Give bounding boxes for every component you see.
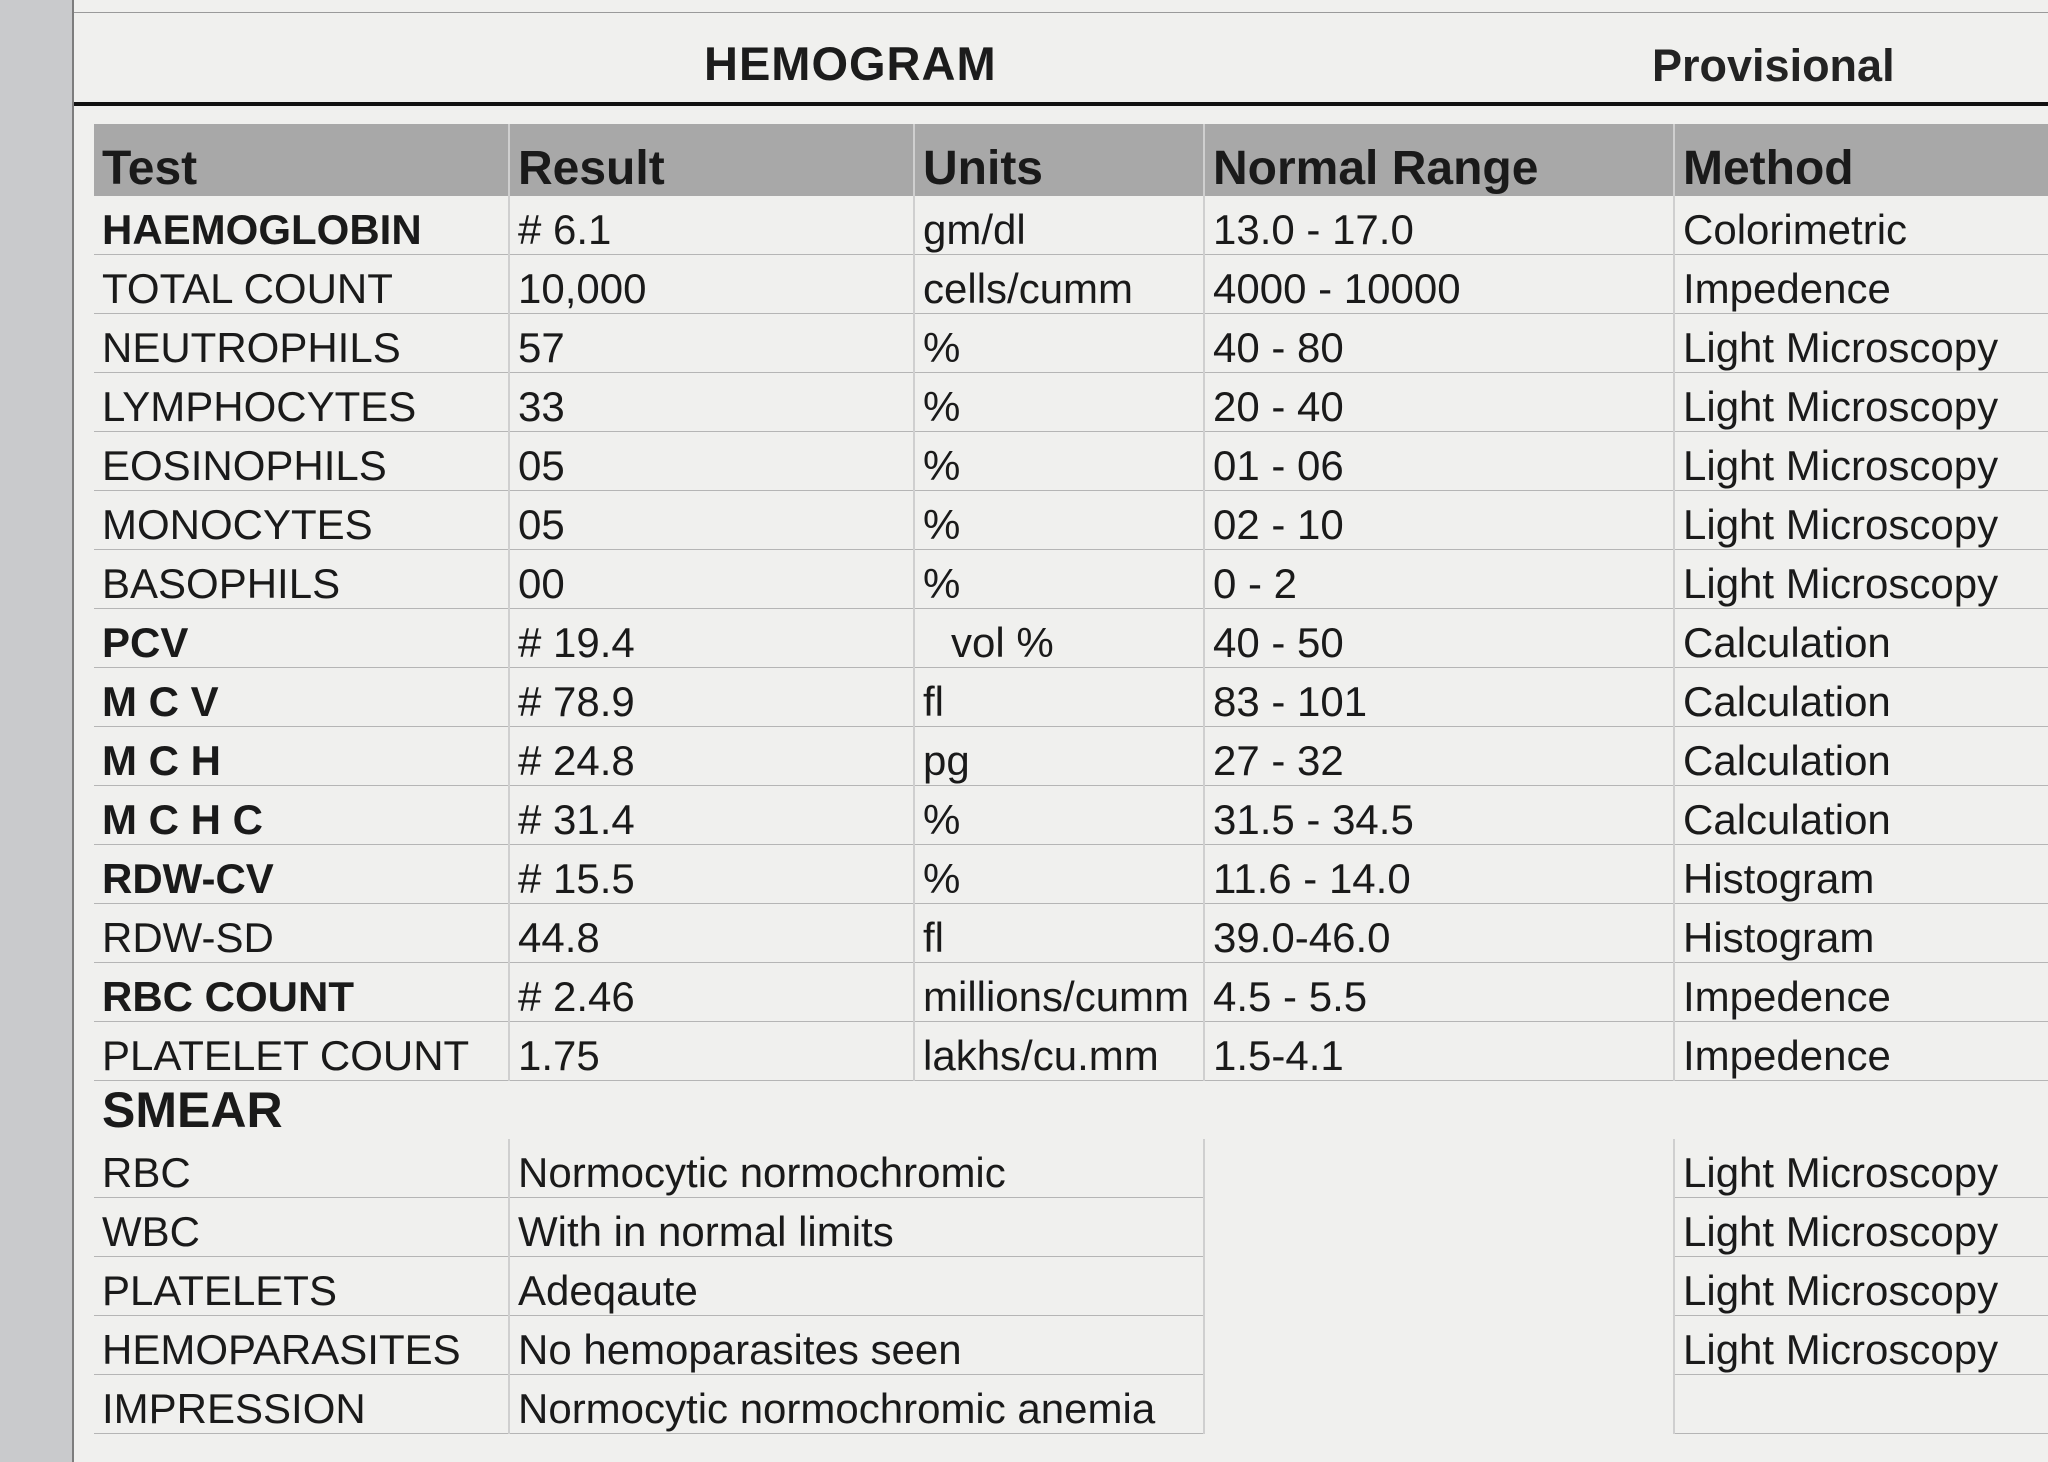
smear-section-row (94, 1081, 2048, 1140)
test-method: Calculation (1674, 609, 2048, 668)
test-units: lakhs/cu.mm (914, 1022, 1204, 1081)
test-result: # 31.4 (509, 786, 914, 845)
test-result: # 24.8 (509, 727, 914, 786)
table-row (94, 432, 2048, 491)
smear-result: Normocytic normochromic anemia (509, 1375, 1204, 1434)
smear-test-name: HEMOPARASITES (94, 1316, 509, 1375)
test-units: pg (914, 727, 1204, 786)
test-units: % (914, 373, 1204, 432)
table-row (94, 373, 2048, 432)
test-name: M C H (94, 727, 509, 786)
report-sheet (72, 0, 2048, 1462)
test-units: cells/cumm (914, 255, 1204, 314)
test-name: PCV (94, 609, 509, 668)
table-row (94, 786, 2048, 845)
smear-result: Adeqaute (509, 1257, 1204, 1316)
smear-result: With in normal limits (509, 1198, 1204, 1257)
column-header-result: Result (509, 124, 914, 196)
test-normal-range: 39.0-46.0 (1204, 904, 1674, 963)
table-row (94, 491, 2048, 550)
test-result: # 2.46 (509, 963, 914, 1022)
top-rule (74, 12, 2048, 13)
table-row (94, 845, 2048, 904)
test-method: Histogram (1674, 845, 2048, 904)
test-units: millions/cumm (914, 963, 1204, 1022)
test-method: Light Microscopy (1674, 491, 2048, 550)
smear-test-name: PLATELETS (94, 1257, 509, 1316)
smear-range-blank (1204, 1139, 1674, 1198)
test-method: Light Microscopy (1674, 550, 2048, 609)
test-name: RDW-SD (94, 904, 509, 963)
smear-section-title: SMEAR (102, 1082, 283, 1138)
table-row (94, 668, 2048, 727)
test-normal-range: 0 - 2 (1204, 550, 1674, 609)
test-result: 00 (509, 550, 914, 609)
test-result: 57 (509, 314, 914, 373)
test-name: LYMPHOCYTES (94, 373, 509, 432)
column-header-normal-range: Normal Range (1204, 124, 1674, 196)
smear-range-blank (1204, 1375, 1674, 1434)
smear-method: Light Microscopy (1674, 1139, 2048, 1198)
table-row (94, 727, 2048, 786)
test-result: # 78.9 (509, 668, 914, 727)
test-method: Calculation (1674, 786, 2048, 845)
test-method: Histogram (1674, 904, 2048, 963)
test-normal-range: 01 - 06 (1204, 432, 1674, 491)
test-result: 10,000 (509, 255, 914, 314)
hemogram-table (94, 124, 2048, 1434)
column-header-units: Units (914, 124, 1204, 196)
column-header-method: Method (1674, 124, 2048, 196)
test-name: RDW-CV (94, 845, 509, 904)
test-method: Calculation (1674, 727, 2048, 786)
test-name: HAEMOGLOBIN (94, 196, 509, 255)
test-method: Light Microscopy (1674, 432, 2048, 491)
smear-method: Light Microscopy (1674, 1198, 2048, 1257)
test-units: fl (914, 668, 1204, 727)
test-normal-range: 1.5-4.1 (1204, 1022, 1674, 1081)
smear-method (1674, 1375, 2048, 1434)
test-normal-range: 13.0 - 17.0 (1204, 196, 1674, 255)
test-result: # 19.4 (509, 609, 914, 668)
smear-range-blank (1204, 1257, 1674, 1316)
test-normal-range: 40 - 50 (1204, 609, 1674, 668)
report-header (74, 18, 2048, 106)
test-units: % (914, 550, 1204, 609)
table-row (94, 1257, 2048, 1316)
test-units: % (914, 786, 1204, 845)
test-normal-range: 31.5 - 34.5 (1204, 786, 1674, 845)
test-name: RBC COUNT (94, 963, 509, 1022)
test-units: % (914, 432, 1204, 491)
test-normal-range: 20 - 40 (1204, 373, 1674, 432)
table-row (94, 1022, 2048, 1081)
test-name: M C H C (94, 786, 509, 845)
test-units: fl (914, 904, 1204, 963)
test-normal-range: 11.6 - 14.0 (1204, 845, 1674, 904)
smear-method: Light Microscopy (1674, 1316, 2048, 1375)
smear-test-name: IMPRESSION (94, 1375, 509, 1434)
test-method: Colorimetric (1674, 196, 2048, 255)
test-name: PLATELET COUNT (94, 1022, 509, 1081)
test-units: gm/dl (914, 196, 1204, 255)
test-units: % (914, 491, 1204, 550)
header-divider (74, 102, 2048, 106)
table-row (94, 609, 2048, 668)
test-method: Impedence (1674, 1022, 2048, 1081)
smear-test-name: RBC (94, 1139, 509, 1198)
report-status: Provisional (1652, 40, 1895, 91)
test-method: Impedence (1674, 255, 2048, 314)
test-result: 33 (509, 373, 914, 432)
table-row (94, 314, 2048, 373)
table-row (94, 255, 2048, 314)
test-normal-range: 83 - 101 (1204, 668, 1674, 727)
test-name: NEUTROPHILS (94, 314, 509, 373)
test-method: Impedence (1674, 963, 2048, 1022)
test-result: # 15.5 (509, 845, 914, 904)
test-result: 05 (509, 491, 914, 550)
test-result: 44.8 (509, 904, 914, 963)
smear-method: Light Microscopy (1674, 1257, 2048, 1316)
table-row (94, 550, 2048, 609)
test-normal-range: 27 - 32 (1204, 727, 1674, 786)
test-result: 05 (509, 432, 914, 491)
table-row (94, 963, 2048, 1022)
smear-test-name: WBC (94, 1198, 509, 1257)
test-name: EOSINOPHILS (94, 432, 509, 491)
test-normal-range: 4000 - 10000 (1204, 255, 1674, 314)
table-header-row (94, 124, 2048, 196)
table-row (94, 196, 2048, 255)
smear-range-blank (1204, 1316, 1674, 1375)
test-normal-range: 40 - 80 (1204, 314, 1674, 373)
test-name: MONOCYTES (94, 491, 509, 550)
test-normal-range: 4.5 - 5.5 (1204, 963, 1674, 1022)
test-normal-range: 02 - 10 (1204, 491, 1674, 550)
test-units: % (914, 845, 1204, 904)
test-name: M C V (94, 668, 509, 727)
smear-result: No hemoparasites seen (509, 1316, 1204, 1375)
table-row (94, 1316, 2048, 1375)
test-method: Light Microscopy (1674, 314, 2048, 373)
test-units: % (914, 314, 1204, 373)
test-name: BASOPHILS (94, 550, 509, 609)
table-row (94, 1375, 2048, 1434)
smear-result: Normocytic normochromic (509, 1139, 1204, 1198)
table-row (94, 1139, 2048, 1198)
report-title: HEMOGRAM (704, 37, 997, 90)
column-header-test: Test (94, 124, 509, 196)
smear-range-blank (1204, 1198, 1674, 1257)
test-method: Calculation (1674, 668, 2048, 727)
table-row (94, 1198, 2048, 1257)
test-result: # 6.1 (509, 196, 914, 255)
test-method: Light Microscopy (1674, 373, 2048, 432)
test-name: TOTAL COUNT (94, 255, 509, 314)
table-row (94, 904, 2048, 963)
test-result: 1.75 (509, 1022, 914, 1081)
test-units: vol % (914, 609, 1204, 668)
